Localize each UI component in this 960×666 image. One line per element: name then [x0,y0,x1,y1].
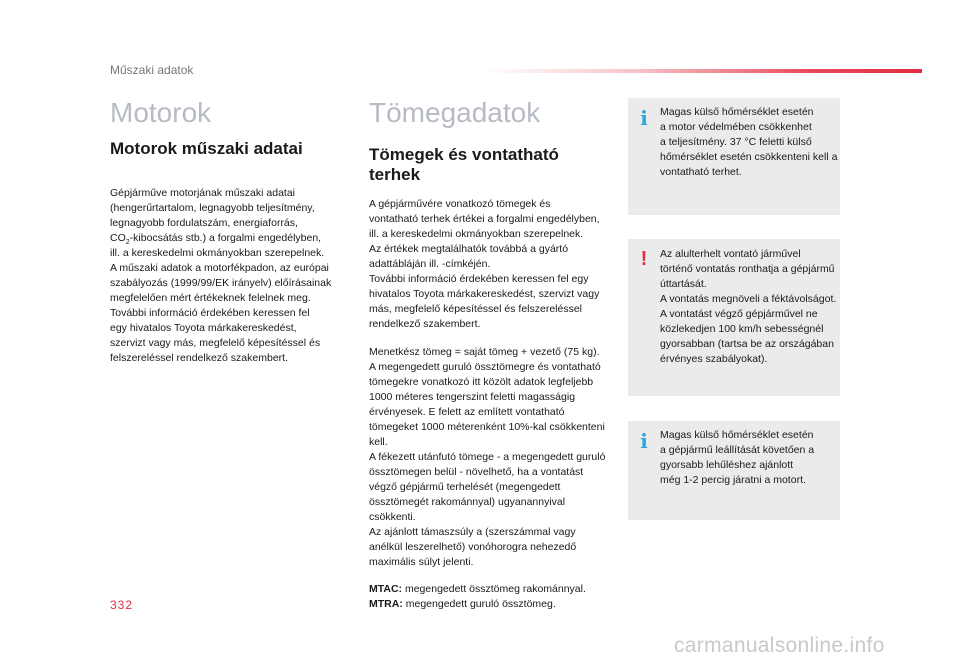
text-line: anélkül leszerelhető) vonóhorogra nehezedő [369,540,577,553]
text-line: ill. a kereskedelmi okmányokban szerepelnek. [369,227,584,240]
text-line: végző gépjármű terhelését (megengedett [369,480,561,493]
note-text [660,247,836,367]
engines-text [110,186,360,366]
info-icon: i [640,429,648,453]
text-line: történő vontatás ronthatja a gépjármű [660,263,835,275]
text-line: még 1-2 percig járatni a motort. [660,474,806,486]
weights-subtitle: Tömegek és vontatható terhek [369,144,559,185]
text-line: Az alulterhelt vontató járművel [660,248,801,260]
text-line: közlekedjen 100 km/h sebességnél [660,323,824,335]
text-line: vontatható terhek értékei a forgalmi engedélyben, [369,212,600,225]
text-line: össztömegen belül - növelhető, ha a vontatást [369,465,584,478]
definition-mtac [369,582,614,597]
term-label: MTAC: [369,582,403,595]
text-line: tömegeket 1000 méterenként 10%-kal csökkenteni [369,420,605,433]
text-line: érvényes szabályokat). [660,353,768,365]
co2-subscript: 2 [125,239,130,247]
text-line: gyorsabban (tartsa be az országában [660,338,834,350]
text-line: hőmérséklet esetén csökkenteni kell a [660,151,838,163]
text-line: a gépjármű leállítását követően a [660,444,815,456]
text-line: kell. [369,435,388,448]
page-number: 332 [110,598,134,612]
text-line: A megengedett guruló össztömegre és vontatható [369,360,601,373]
text-line [110,231,360,246]
text-line: További információ érdekében keressen fel [110,307,310,320]
text-line: A gépjárművére vonatkozó tömegek és [369,197,551,210]
watermark: carmanualsonline.info [674,634,885,657]
text-line: (hengerűrtartalom, legnagyobb teljesítmény, [110,202,315,215]
term-description: megengedett guruló össztömeg. [402,597,556,610]
note-text [660,105,836,180]
note-text [660,428,836,488]
text-line: csökkenti. [369,510,416,523]
text-line: ill. a kereskedelmi okmányokban szerepelnek. [110,247,325,260]
header-divider [485,69,922,73]
text-line: más, megfelelő képesítéssel és felszereléssel [369,302,583,315]
text-line: Gépjárműve motorjának műszaki adatai [110,187,296,200]
text-line: Magas külső hőmérséklet esetén [660,429,814,441]
text-line: Magas külső hőmérséklet esetén [660,106,814,118]
engines-column [110,98,360,366]
text-line: Az értékek megtalálhatók továbbá a gyártó [369,242,569,255]
text-line: 1000 méteres tengerszint feletti magasságig [369,390,576,403]
text-line: vontatható terhet. [660,166,742,178]
definition-mtra [369,597,614,612]
text-line: szervizt vagy más, megfelelő képesítéssel és [110,337,321,350]
text-line: A vontatás megnöveli a féktávolságot. [660,293,837,305]
text-line: tömegekre vonatkozó itt közölt adatok legfeljebb [369,375,594,388]
warning-note-box [628,239,840,396]
info-icon: i [640,106,648,130]
text-line: a motor védelmében csökkenhet [660,121,812,133]
text-line: legnagyobb fordulatszám, energiaforrás, [110,217,298,230]
text-line: rendelkező szakembert. [369,317,481,330]
co2-rest: -kibocsátás stb.) a forgalmi engedélyben, [129,232,322,245]
term-label: MTRA: [369,597,403,610]
weights-title: Tömegadatok [369,97,541,128]
text-line: egy hivatalos Toyota márkakereskedést, [110,322,297,335]
weights-details-paragraph [369,345,614,570]
term-description: megengedett össztömeg rakománnyal. [402,582,586,595]
text-line: Az ajánlott támaszsúly a (szerszámmal vagy [369,525,576,538]
text-line: megfelelően mért értékeknek felelnek meg. [110,292,311,305]
engines-subtitle: Motorok műszaki adatai [110,138,303,158]
text-line: A vontatást végző gépjárművel ne [660,308,818,320]
weights-intro-paragraph [369,197,614,332]
co2-formula: CO [110,232,126,245]
text-line: szabályozás (1999/99/EK irányelv) előírásainak [110,277,332,290]
warning-icon: ! [640,248,648,270]
text-line: adattábláján ill. -címkéjén. [369,257,491,270]
text-line: felszereléssel rendelkező szakembert. [110,352,288,365]
info-note-box [628,421,840,520]
text-line: gyorsabb lehűléshez ajánlott [660,459,794,471]
text-line: érvényesek. E felett az említett vontatható [369,405,565,418]
abbreviation-definitions [369,582,614,612]
text-line: össztömegét rakománnyal) ugyanannyival [369,495,566,508]
text-line: A fékezett utánfutó tömege - a megengedett guruló [369,450,606,463]
section-header: Műszaki adatok [110,63,194,77]
text-line: További információ érdekében keressen fel egy [369,272,589,285]
weights-column [369,98,614,612]
info-note-box [628,98,840,215]
text-line: úttartását. [660,278,707,290]
engines-title: Motorok [110,97,212,128]
text-line: Menetkész tömeg = saját tömeg + vezető (75 kg). [369,345,600,358]
text-line: hivatalos Toyota márkakereskedést, szervizt vagy [369,287,600,300]
text-line: a teljesítmény. 37 °C feletti külső [660,136,812,148]
text-line: A műszaki adatok a motorfékpadon, az európai [110,262,329,275]
text-line: maximális súlyt jelenti. [369,555,474,568]
